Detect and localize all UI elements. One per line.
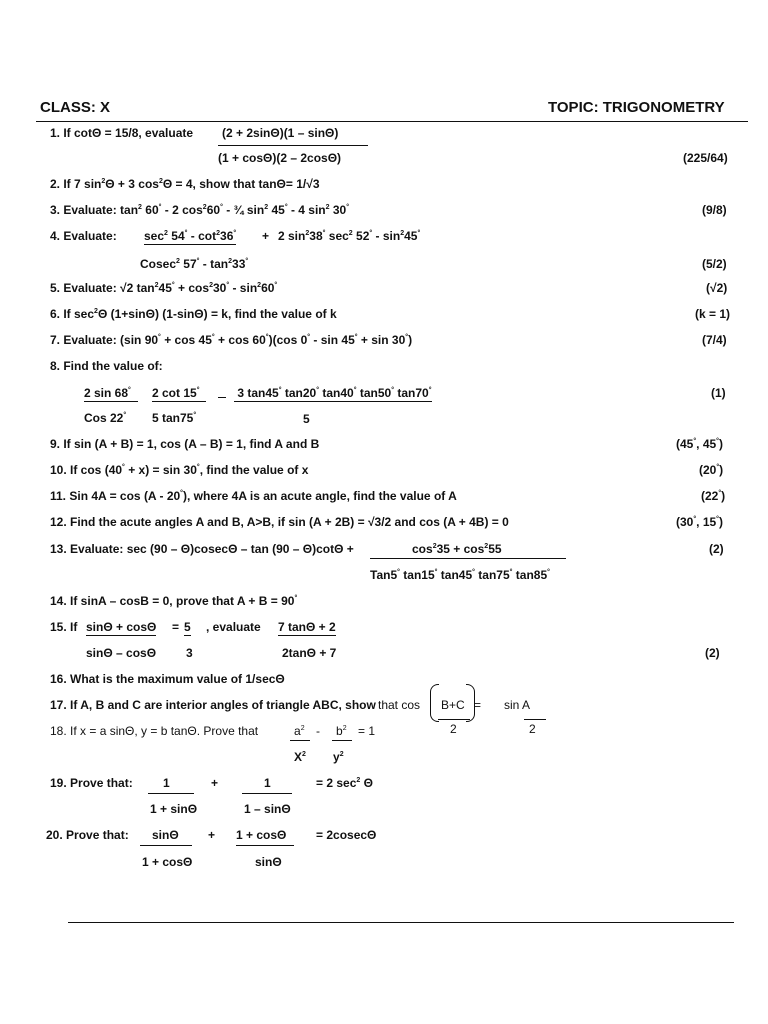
q1-text: 1. If cotΘ = 15/8, evaluate: [50, 126, 194, 140]
q17-two2: 2: [529, 722, 536, 736]
q12-text: 12. Find the acute angles A and B, A>B, if sin (A + 2B) = √3/2 and cos (A + 4B) = 0: [50, 515, 509, 529]
q11-answer: (22°): [701, 489, 726, 503]
q3-text: 3. Evaluate: $\tan^2 60^\circ - 2$ $\cos^260^\circ$ - ¾ $\sin^2 45^\circ - 4$ $\sin^2 30^\circ$: [50, 203, 350, 217]
q20-num2: 1 + cosΘ: [236, 828, 287, 842]
q17-b-plus-c: B+C: [441, 698, 465, 712]
q13-denominator: Tan5° tan15° tan45° tan75° tan85°: [370, 568, 550, 582]
q17-bar1: [438, 719, 470, 720]
q4-plus: +: [262, 229, 270, 243]
q19-num1: 1: [163, 776, 170, 790]
q8-fraction3-den: 5: [303, 412, 310, 426]
q20-plus: +: [208, 828, 216, 842]
q8-fraction3-num: 3 tan45° tan20° tan40° tan50° tan70°: [234, 386, 432, 400]
q8-minus-sign: [218, 397, 226, 398]
q8-fraction1-den: Cos 22°: [84, 411, 127, 425]
q15-expr-num: 7 tanΘ + 2: [278, 620, 336, 634]
q17-text: 17. If A, B and C are interior angles of triangle ABC, show: [50, 698, 376, 712]
q18-bar2: [332, 740, 352, 741]
q6-text: 6. If $\sec^2\Theta$ (1+sinΘ) (1-sinΘ) = k, find the value of k: [50, 307, 337, 321]
q20-den1: 1 + cosΘ: [142, 855, 193, 869]
q9-text: 9. If sin (A + B) = 1, cos (A – B) = 1, find A and B: [50, 437, 320, 451]
q8-answer: (1): [711, 386, 726, 400]
q18-minus: -: [316, 724, 320, 738]
topic-label: TOPIC: TRIGONOMETRY: [548, 99, 725, 116]
q4-answer: (5/2): [702, 257, 727, 271]
q13-text: 13. Evaluate: sec (90 – Θ)cosecΘ – tan (90 – Θ)cotΘ +: [50, 542, 354, 556]
q14-text: 14. If sinA – cosB = 0, prove that A + B = 90°: [50, 594, 298, 608]
q4-numerator: $\sec^2 54^\circ - \cot^236^\circ$: [144, 229, 237, 243]
q2-text: 2. If 7 $\sin^2\Theta + 3$ $\cos^2\Theta = 4$, show that tanΘ= 1/√3: [50, 177, 320, 191]
q13-fraction-bar: [370, 558, 566, 559]
q15-answer: (2): [705, 646, 720, 660]
q20-num1: sinΘ: [152, 828, 179, 842]
q18-b-squared: $b^2$: [336, 724, 347, 738]
class-label: CLASS: X: [40, 99, 111, 116]
q19-bar1: [148, 793, 194, 794]
q17-equals: =: [474, 698, 482, 712]
q10-text: 10. If cos (40° + x) = sin 30°, find the value of x: [50, 463, 309, 477]
q13-numerator: $\cos^235 + \cos^255$: [412, 542, 502, 556]
q12-answer: (30°, 15°): [676, 515, 723, 529]
q16-text: 16. What is the maximum value of 1/secΘ: [50, 672, 285, 686]
q11-text: 11. Sin 4A = cos (A - 20°), where 4A is an acute angle, find the value of A: [50, 489, 457, 503]
q8-fraction2-num: 2 cot 15°: [152, 386, 206, 400]
q18-x-squared: $X^2$: [294, 750, 306, 764]
q20-rhs: = 2cosecΘ: [316, 828, 377, 842]
q15-evaluate: , evaluate: [206, 620, 261, 634]
q18-y-squared: $y^2$: [333, 750, 344, 764]
q19-plus: +: [211, 776, 219, 790]
q19-den1: 1 + sinΘ: [150, 802, 198, 816]
q19-label: 19. Prove that:: [50, 776, 133, 790]
q18-equals-one: = 1: [358, 724, 376, 738]
q9-answer: (45°, 45°): [676, 437, 723, 451]
q17-sin-a: sin A: [504, 698, 531, 712]
q5-answer: (√2): [706, 281, 728, 295]
q18-a-squared: $a^2$: [294, 724, 305, 738]
q15-equals: =: [172, 620, 180, 634]
q4-second-term: 2 $\sin^238^\circ$ $\sec^2 52^\circ - \sin^245^\circ$: [278, 229, 421, 243]
q20-label: 20. Prove that:: [46, 828, 129, 842]
q1-denominator: (1 + cosΘ)(2 – 2cosΘ): [218, 151, 342, 165]
header-rule: [36, 121, 748, 122]
q20-bar2: [236, 845, 294, 846]
q3-answer: (9/8): [702, 203, 727, 217]
q15-expr-den: 2tanΘ + 7: [282, 646, 337, 660]
q19-rhs: = 2 $\sec^2 \Theta$: [316, 776, 373, 790]
q10-answer: (20°): [699, 463, 724, 477]
q19-num2: 1: [264, 776, 271, 790]
q15-denominator: sinΘ – cosΘ: [86, 646, 157, 660]
q17-bar2: [524, 719, 546, 720]
q7-text: 7. Evaluate: (sin 90° + cos 45° + cos 60°)(cos 0° - sin 45° + sin 30°): [50, 333, 413, 347]
q13-answer: (2): [709, 542, 724, 556]
q15-five: 5: [184, 620, 191, 634]
q8-text: 8. Find the value of:: [50, 359, 163, 373]
q19-bar2: [242, 793, 292, 794]
q8-fraction2-den: 5 tan75°: [152, 411, 197, 425]
footer-rule: [68, 922, 734, 923]
q19-den2: 1 – sinΘ: [244, 802, 291, 816]
q17-left-brace: [430, 684, 439, 722]
q15-three: 3: [186, 646, 193, 660]
q17-two1: 2: [450, 722, 457, 736]
q18-text: 18. If x = a sinΘ, y = b tanΘ. Prove that: [50, 724, 259, 738]
q1-answer: (225/64): [683, 151, 728, 165]
q4-denominator: Cosec$^2$ $57^\circ - \tan^233^\circ$: [140, 257, 249, 271]
q6-answer: (k = 1): [695, 307, 731, 321]
q15-label: 15. If: [50, 620, 78, 634]
q15-numerator: sinΘ + cosΘ: [86, 620, 157, 634]
q18-bar1: [290, 740, 310, 741]
q17-cos-text: that cos: [378, 698, 421, 712]
q1-fraction-bar: [218, 145, 368, 146]
q20-bar1: [140, 845, 192, 846]
q4-label: 4. Evaluate:: [50, 229, 117, 243]
q8-fraction1-num: 2 sin 68°: [84, 386, 138, 400]
q5-text: 5. Evaluate: √2 $\tan^245^\circ + \cos^230^\circ - \sin^260^\circ$: [50, 281, 278, 295]
q1-numerator: (2 + 2sinΘ)(1 – sinΘ): [222, 126, 339, 140]
q7-answer: (7/4): [702, 333, 727, 347]
q20-den2: sinΘ: [255, 855, 282, 869]
